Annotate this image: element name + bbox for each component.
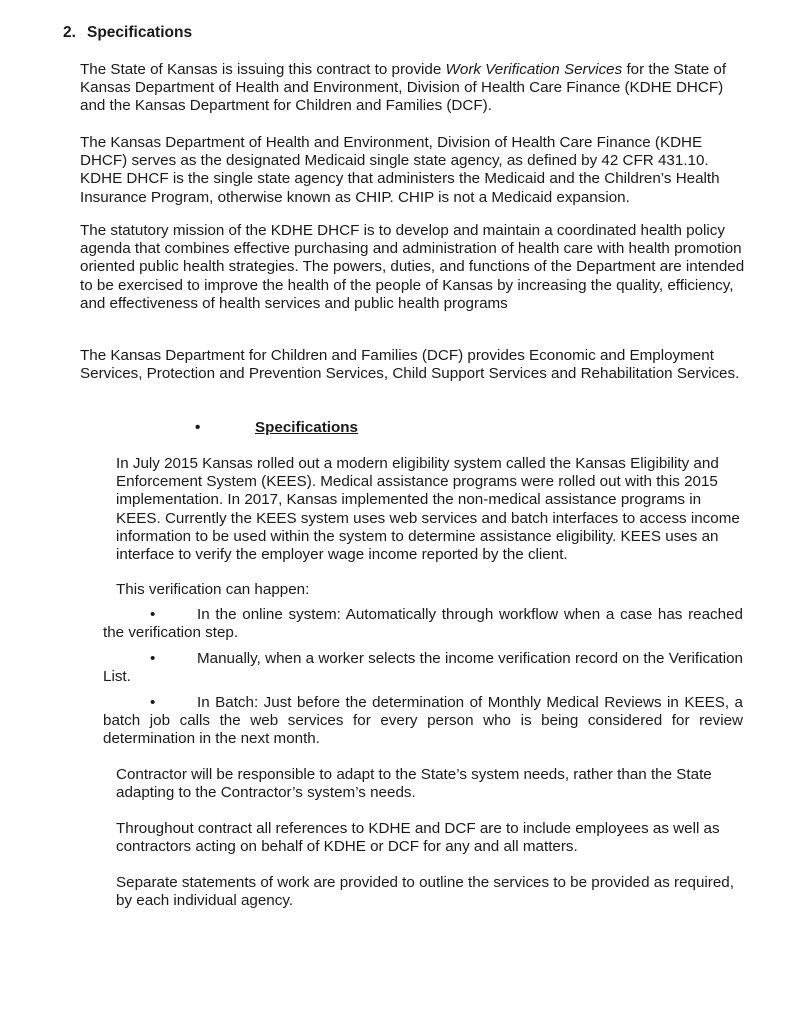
mission-paragraph: The statutory mission of the KDHE DHCF is to develop and maintain a coordinated health policy agenda that combines effective purchasing and administration of health care with health promotion oriented public health strategies. The powers, duties, and functions of the Department are intended to be exercised to improve the health of the people of Kansas by increasing the quality, efficiency, and effectiveness of health services and public health programs	[80, 222, 745, 312]
dcf-paragraph: The Kansas Department for Children and Families (DCF) provides Economic and Employment Services, Protection and Prevention Services, Child Support Services and Rehabilitation Services.	[80, 347, 740, 383]
list-bullet: •	[150, 650, 156, 667]
section-title: Specifications	[87, 24, 193, 41]
intro-text-end: for the State of Kansas Department of Health and Environment, Division of Health Care Finance (KDHE DHCF) and the Kansas Department for Children and Families (DCF).	[80, 61, 727, 115]
list-item	[103, 606, 743, 642]
list-item-text: In the online system: Automatically through workflow when a case has reached the verification step.	[103, 606, 743, 642]
intro-paragraph	[80, 61, 750, 116]
list-bullet: •	[150, 606, 156, 623]
list-item	[103, 650, 743, 686]
list-item-text: Manually, when a worker selects the income verification record on the Verification List.	[103, 650, 743, 686]
verification-intro: This verification can happen:	[116, 581, 310, 598]
subsection-heading	[195, 419, 358, 437]
intro-text-start: The State of Kansas is issuing this contract to provide	[80, 61, 446, 78]
section-number: 2.	[63, 24, 76, 41]
contractor-paragraph: Contractor will be responsible to adapt to the State’s system needs, rather than the State adapting to the Contractor’s system’s needs.	[116, 766, 712, 802]
kdhe-agency-paragraph: The Kansas Department of Health and Environment, Division of Health Care Finance (KDHE DHCF) serves as the designated Medicaid single state agency, as defined by 42 CFR 431.10. KDHE DHCF is the single state agency that administers the Medicaid and the Children’s Health Insurance Program, otherwise known as CHIP. CHIP is not a Medicaid expansion.	[80, 134, 720, 206]
list-bullet: •	[150, 694, 156, 711]
statements-paragraph: Separate statements of work are provided to outline the services to be provided as required, by each individual agency.	[116, 874, 734, 910]
list-item	[103, 694, 743, 749]
subsection-title: Specifications	[255, 419, 358, 436]
kees-paragraph: In July 2015 Kansas rolled out a modern eligibility system called the Kansas Eligibility and Enforcement System (KEES). Medical assistance programs were rolled out with this 2015 implementation. In 2017, Kansas implemented the non-medical assistance programs in KEES. Currently the KEES system uses web services and batch interfaces to access income information to be used within the system to determine assistance eligibility. KEES uses an interface to verify the employer wage income reported by the client.	[116, 455, 740, 564]
intro-service-name: Work Verification Services	[445, 61, 623, 78]
section-heading	[63, 24, 192, 42]
subsection-bullet: •	[195, 419, 201, 436]
references-paragraph: Throughout contract all references to KDHE and DCF are to include employees as well as contractors acting on behalf of KDHE or DCF for any and all matters.	[116, 820, 720, 856]
list-item-text: In Batch: Just before the determination of Monthly Medical Reviews in KEES, a batch job calls the web services for every person who is being considered for review determination in the next month.	[103, 694, 743, 748]
